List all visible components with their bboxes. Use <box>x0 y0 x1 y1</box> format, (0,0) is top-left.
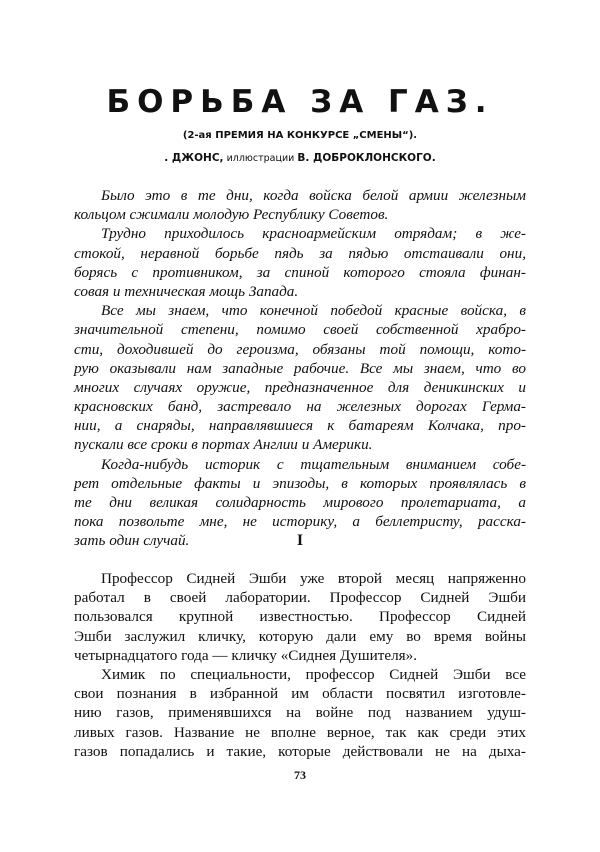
intro-line: Было это в те дни, когда войска белой армии железным <box>101 187 526 204</box>
intro-line: те дни великая солидарность мирового пролетариата, а <box>74 494 526 511</box>
body-line: свои познания в избранной им области посвятил изготовле- <box>74 685 526 703</box>
intro-line: пускали все сроки в портах Англии и Америки. <box>74 436 373 454</box>
intro-line: борясь с противником, за спиной которого стояла финан- <box>74 263 526 281</box>
page-number: 73 <box>294 768 306 782</box>
body-line: работал в своей лаборатории. Профессор Сидней Эшби <box>74 589 526 607</box>
intro-line: кольцом сжимали молодую Республику Советов. <box>74 206 389 224</box>
chapter-number: I <box>296 532 304 549</box>
body-line: ливых газов. Название не вполне верное, так как среди этих <box>74 723 526 741</box>
intro-paragraphs <box>74 186 526 551</box>
author-name: ДЖОНС, <box>171 152 224 164</box>
intro-line: значительной степени, помимо своей собственной храбро- <box>74 321 526 339</box>
body-line: газов попадались и такие, которые действовали не на дыха- <box>74 742 526 760</box>
body-line: нию газов, применявшихся на войне под названием удуш- <box>74 704 526 722</box>
author-credit <box>0 151 600 166</box>
intro-line: рую оказывали нам западные рабочие. Все мы знаем, что во <box>74 359 526 377</box>
intro-line: красновских банд, застревало на железных дорогах Герма- <box>74 398 526 416</box>
body-line: Профессор Сидней Эшби уже второй месяц напряженно <box>101 570 526 587</box>
intro-line: стокой, неравной борьбе пядь за пядью отстаивали они, <box>74 244 526 262</box>
illustrator-name: В. ДОБРОКЛОНСКОГО. <box>297 152 436 164</box>
intro-line: многих случаях оружие, предназначенное для деникинских и <box>74 378 526 396</box>
story-title: БОРЬБА ЗА ГАЗ. <box>106 84 494 120</box>
body-line: четырнадцатого года — кличку «Сиднея Душителя». <box>74 646 418 664</box>
author-prefix: . <box>164 152 172 164</box>
illustrations-label: иллюстрации <box>223 153 298 164</box>
body-line: пользовался крупной известностью. Профессор Сидней <box>74 608 526 626</box>
body-line: Эшби заслужил кличку, которую дали ему во время войны <box>74 627 526 645</box>
intro-line: Трудно приходилось красноармейским отрядам; в же- <box>101 225 526 243</box>
story-subtitle: (2-ая ПРЕМИЯ НА КОНКУРСЕ „СМЕНЫ“). <box>182 130 418 141</box>
intro-line: нии, а снаряды, направлявшиеся к батареям Колчака, про- <box>74 417 526 435</box>
intro-line: рет отдельные факты и эпизоды, в которых проявлялась в <box>74 474 526 492</box>
intro-line: совая и техническая мощь Запада. <box>74 282 299 300</box>
intro-line: пока позвольте мне, не историку, а беллетристу, расска- <box>74 513 526 531</box>
intro-line: Все мы знаем, что конечной победой красные войска, в <box>101 302 526 320</box>
intro-line: Когда-нибудь историк с тщательным вниманием собе- <box>101 455 526 473</box>
chapter-text <box>74 569 526 761</box>
body-line: Химик по специальности, профессор Сидней Эшби все <box>101 665 526 683</box>
intro-line: сти, доходившей до героизма, обязаны той помощи, кото- <box>74 340 526 358</box>
intro-line: зать один случай. <box>74 532 190 550</box>
